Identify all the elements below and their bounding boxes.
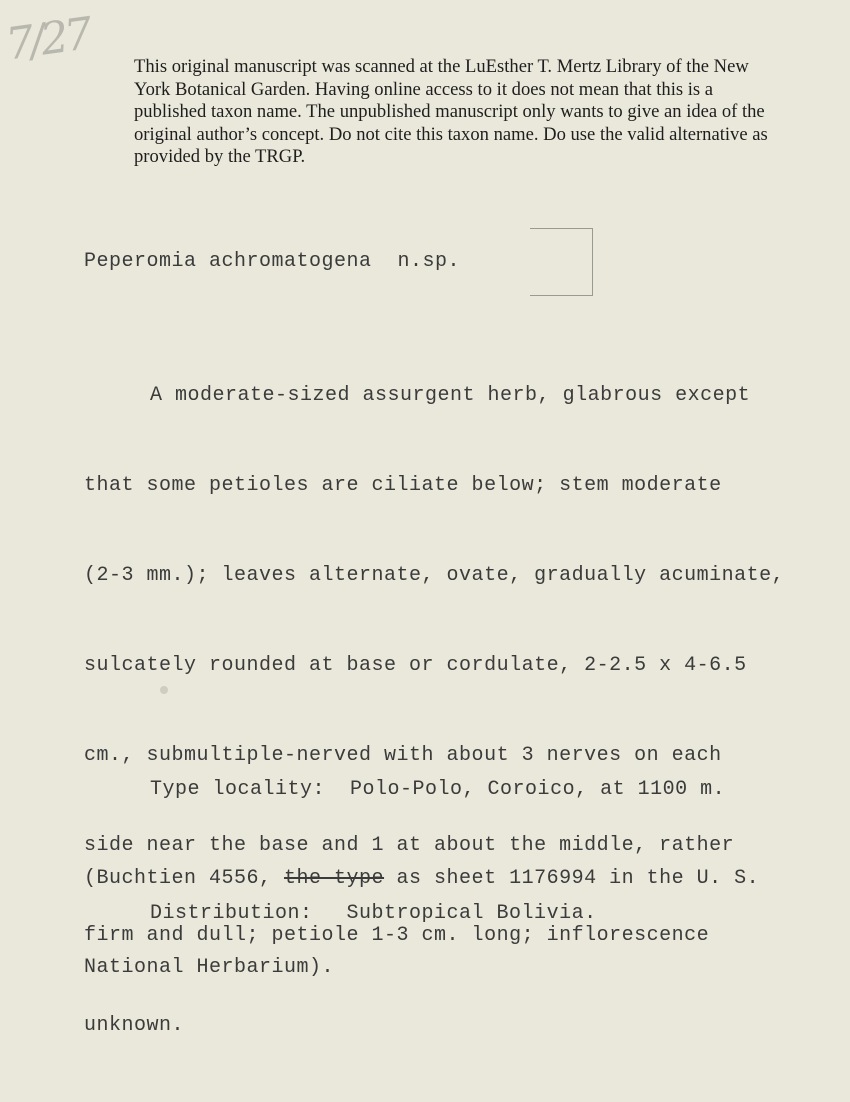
distribution-value: Subtropical Bolivia. xyxy=(346,902,597,925)
type-locality xyxy=(84,730,759,1043)
type-locality-line: Type locality: Polo-Polo, Coroico, at 1100 m. xyxy=(150,778,726,801)
type-locality-line: National Herbarium). xyxy=(84,956,335,979)
distribution xyxy=(150,902,597,925)
specimen-ref: (Buchtien 4556, xyxy=(84,867,285,890)
description-line: A moderate-sized assurgent herb, glabrous except xyxy=(150,384,751,407)
pencil-bracket-mark xyxy=(530,228,593,296)
sheet-ref: as sheet 1176994 in the U. S. xyxy=(384,867,760,890)
species-name: Peperomia achromatogena xyxy=(84,250,372,273)
handwritten-margin-note: 7/27 xyxy=(2,8,92,71)
description-line: cm., submultiple-nerved with about 3 nerves on each xyxy=(84,744,722,767)
description-line: sulcately rounded at base or cordulate, 2-2.5 x 4-6.5 xyxy=(84,654,747,677)
description-line: firm and dull; petiole 1-3 cm. long; inflorescence xyxy=(84,924,710,947)
description-line: side near the base and 1 at about the middle, rather xyxy=(84,834,735,857)
paper-speck xyxy=(160,686,168,694)
species-status: n.sp. xyxy=(397,250,461,273)
description-line: (2-3 mm.); leaves alternate, ovate, gradually acuminate, xyxy=(84,564,785,587)
description-line: unknown. xyxy=(84,1014,185,1037)
distribution-label: Distribution: xyxy=(150,902,313,925)
description-line: that some petioles are ciliate below; stem moderate xyxy=(84,474,722,497)
struck-text: the type xyxy=(284,867,385,890)
library-disclaimer: This original manuscript was scanned at the LuEsther T. Mertz Library of the New York Botanical Garden. Having online access to it does not mean that this is a published taxon name. The unpublished manuscript only wants to give an idea of the original author’s concept. Do not cite this taxon name. Do use the valid alternative as provided by the TRGP. xyxy=(134,56,768,167)
species-title xyxy=(84,250,460,273)
